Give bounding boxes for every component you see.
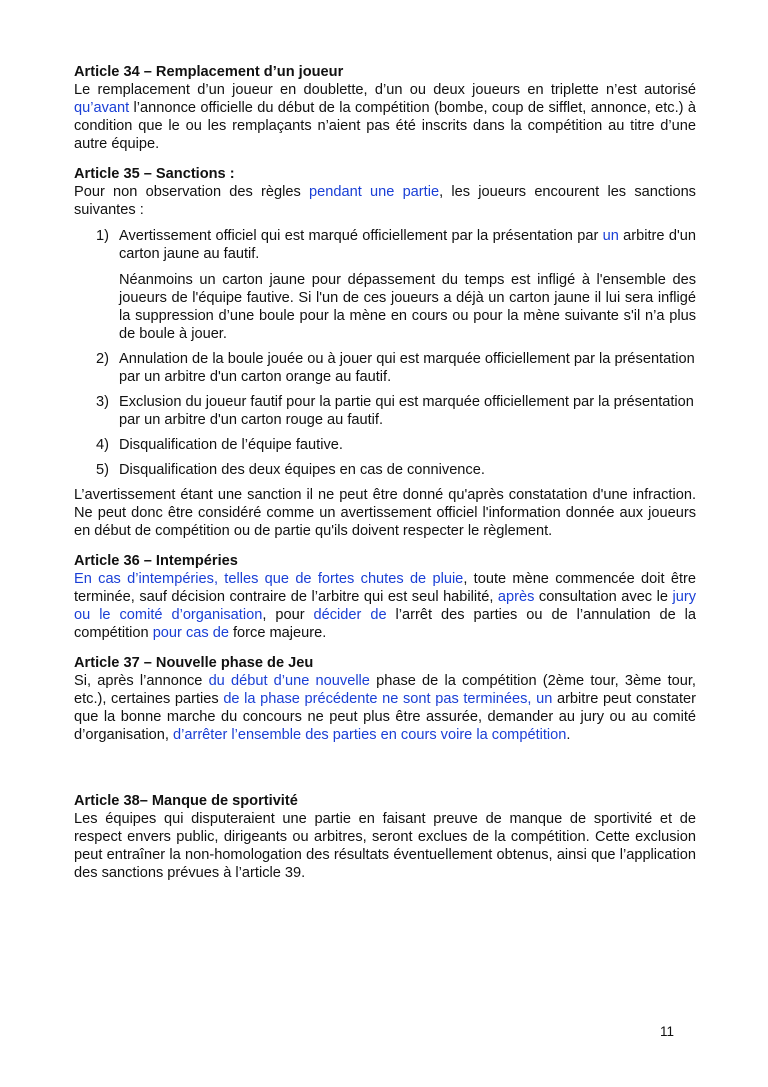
highlighted-text: pour cas de: [152, 625, 229, 641]
text-run: Pour non observation des règles: [74, 184, 310, 200]
highlighted-text: pendant une partie: [309, 184, 440, 200]
highlighted-text: jury ou le comité d’organisation: [74, 589, 696, 623]
sanction-item: [74, 227, 696, 343]
highlighted-text: après: [497, 589, 535, 605]
article-34-body: [74, 81, 696, 153]
sanction-item: [74, 350, 696, 386]
highlighted-text: un: [602, 228, 619, 244]
article-35-title: Article 35 – Sanctions :: [74, 166, 235, 182]
item-number: 4): [96, 437, 109, 453]
sanction-item: [74, 461, 696, 479]
item-text: [119, 227, 696, 263]
article-35: [74, 165, 696, 540]
sanction-item: [74, 436, 696, 454]
text-run: Avertissement officiel qui est marqué officiellement par la présentation par: [119, 228, 603, 244]
highlighted-text: d’arrêter l’ensemble des parties en cours voire la compétition: [172, 727, 567, 743]
highlighted-text: décider de: [313, 607, 387, 623]
text-run: arbitre d'un carton jaune au fautif.: [119, 228, 696, 262]
article-34: [74, 63, 696, 153]
article-36: [74, 552, 696, 642]
item-text: Exclusion du joueur fautif pour la partie qui est marquée officiellement par la présentation par un arbitre d'un carton rouge au fautif.: [119, 394, 694, 428]
sanctions-list: [74, 227, 696, 479]
item-number: 3): [96, 394, 109, 410]
article-38-title: Article 38– Manque de sportivité: [74, 793, 298, 809]
text-run: arbitre peut constater que la bonne marche du concours ne peut plus être assurée, demander au jury ou au comité d’organisation,: [74, 691, 696, 743]
article-36-body: [74, 570, 696, 642]
article-38-body: Les équipes qui disputeraient une partie en faisant preuve de manque de sportivité et de respect envers public, dirigeants ou arbitres, seront exclues de la compétition. Cette exclusion peut entraîner la non-homologation des résultats éventuellement obtenus, ainsi que l’application des sanctions prévues à l’article 39.: [74, 811, 696, 881]
item-text: Disqualification des deux équipes en cas de connivence.: [119, 462, 485, 478]
text-run: , les joueurs encourent les sanctions suivantes :: [74, 184, 696, 218]
text-run: force majeure.: [228, 625, 327, 641]
text-run: Si, après l’annonce: [74, 673, 209, 689]
article-36-title: Article 36 – Intempéries: [74, 553, 238, 569]
page-number: 11: [660, 1024, 675, 1039]
text-run: l’arrêt des parties ou de l’annulation de la compétition: [74, 607, 697, 641]
text-run: l’annonce officielle du début de la compétition (bombe, coup de sifflet, annonce, etc.) à condition que le ou les remplaçants n’aient pas été inscrits dans la compétition au titre d’une autre équipe.: [74, 100, 696, 152]
text-run: consultation avec le: [534, 589, 673, 605]
text-run: phase de la compétition (2ème tour, 3ème tour, etc.), certaines parties: [74, 673, 696, 707]
article-37: [74, 654, 696, 744]
item-number: 1): [96, 228, 109, 244]
article-37-body: [74, 672, 696, 744]
text-run: , toute mène commencée doit être terminée, sauf décision contraire de l’arbitre qui est seul habilité,: [74, 571, 696, 605]
article-35-outro: L’avertissement étant une sanction il ne peut être donné qu'après constatation d'une infraction. Ne peut donc être considéré comme un avertissement officiel l'information donnée aux joueurs en début de compétition ou de partie qu'ils doivent respecter le règlement.: [74, 487, 696, 539]
item-number: 2): [96, 351, 109, 367]
highlighted-text: En cas d’intempéries, telles que de fortes chutes de pluie: [74, 571, 464, 587]
highlighted-text: qu’avant: [74, 100, 130, 116]
text-run: Le remplacement d’un joueur en doublette, d’un ou deux joueurs en triplette n’est autorisé: [74, 82, 696, 98]
document-page: [74, 63, 696, 882]
item-number: 5): [96, 462, 109, 478]
article-38: [74, 792, 696, 882]
item-subtext: Néanmoins un carton jaune pour dépassement du temps est infligé à l'ensemble des joueurs de l'équipe fautive. Si l'un de ces joueurs a déjà un carton jaune il lui sera infligé la suppression d’une boule pour la mène en cours ou pour la mène suivante s'il n’a plus de boule à jouer.: [119, 272, 696, 342]
sanction-item: [74, 393, 696, 429]
highlighted-text: du début d’une nouvelle: [208, 673, 370, 689]
item-text: Annulation de la boule jouée ou à jouer qui est marquée officiellement par la présentation par un arbitre d'un carton orange au fautif.: [119, 351, 695, 385]
item-text: Disqualification de l’équipe fautive.: [119, 437, 343, 453]
article-37-title: Article 37 – Nouvelle phase de Jeu: [74, 655, 314, 671]
text-run: .: [566, 727, 571, 743]
article-35-intro: [74, 183, 696, 219]
highlighted-text: de la phase précédente ne sont pas terminées, un: [223, 691, 553, 707]
article-34-title: Article 34 – Remplacement d’un joueur: [74, 64, 344, 80]
text-run: , pour: [262, 607, 314, 623]
